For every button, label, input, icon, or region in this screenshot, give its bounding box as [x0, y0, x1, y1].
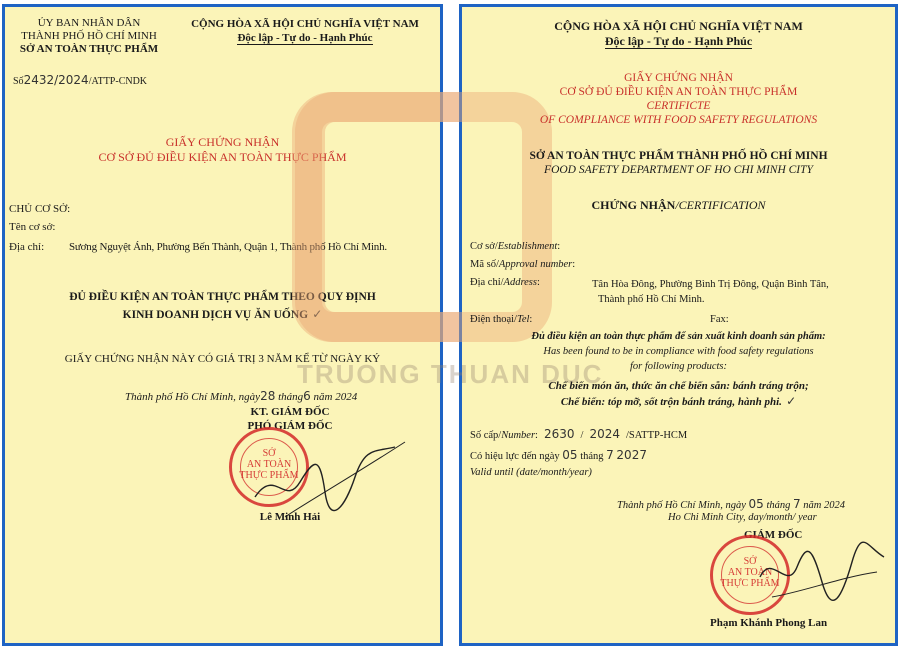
- title-line-1: GIẤY CHỨNG NHẬN: [624, 72, 733, 84]
- number-row: Số cấp/Number: 2630 / 2024 /SATTP-HCM: [470, 427, 688, 441]
- valid-en: Valid until (date/month/year): [470, 467, 592, 478]
- address-value: Sương Nguyệt Ánh, Phường Bến Thành, Quận 1, Thành phố Hồ Chí Minh.: [69, 241, 387, 253]
- republic-header: [165, 17, 445, 45]
- role-line-2: PHÓ GIÁM ĐỐC: [247, 420, 333, 432]
- products-line-1: Chế biến món ăn, thức ăn chế biến sẵn: bánh tráng trộn;: [548, 380, 809, 392]
- department-en: FOOD SAFETY DEPARTMENT OF HO CHI MINH CITY: [544, 164, 813, 176]
- title-en-line-2: OF COMPLIANCE WITH FOOD SAFETY REGULATIONS: [539, 114, 818, 126]
- address-line-2: Thành phố Hồ Chí Minh.: [598, 294, 705, 305]
- stamp-line-2: AN TOÀN: [246, 459, 292, 470]
- title-line-1: GIẤY CHỨNG NHẬN: [165, 135, 280, 149]
- authority-header: [9, 17, 169, 56]
- issue-date-en: Ho Chi Minh City, day/month/ year: [668, 512, 817, 523]
- title-line-2: CƠ SỞ ĐỦ ĐIỀU KIỆN AN TOÀN THỰC PHẨM: [98, 150, 347, 164]
- stamp-line-1: SỞ: [262, 448, 276, 459]
- watermark-frame: [292, 92, 552, 342]
- approval-row: Mã số/Approval number:: [470, 259, 576, 270]
- signer-name: Phạm Khánh Phong Lan: [710, 617, 828, 629]
- signature-role: GIÁM ĐỐC: [744, 529, 803, 541]
- products-block: [462, 379, 895, 410]
- phone-row: Điện thoại/Tel:: [470, 314, 533, 325]
- date-month: 7: [793, 497, 801, 511]
- address-value: [592, 277, 829, 307]
- stamp-line-1: SỞ: [743, 556, 757, 567]
- watermark-text: TRUONG THUAN DUC: [297, 359, 604, 389]
- condition-line-2: KINH DOANH DỊCH VỤ ĂN UỐNG ✓: [122, 307, 323, 321]
- handwritten-number-1: 2630: [543, 427, 575, 441]
- republic-header: [462, 19, 895, 49]
- certificate-title: [462, 71, 895, 127]
- stamp-line-3: THỰC PHẨM: [239, 470, 299, 481]
- republic-title: CỘNG HÒA XÃ HỘI CHỦ NGHĨA VIỆT NAM: [191, 18, 419, 30]
- authority-line-1: ỦY BAN NHÂN DÂN: [37, 17, 141, 29]
- document-number: Số2432/2024/ATTP-CNDK: [13, 73, 148, 87]
- issue-date: Thành phố Hồ Chí Minh, ngày 05 tháng 7 năm 2024: [617, 497, 845, 511]
- fax-label: Fax:: [710, 314, 729, 325]
- stamp-line-2: AN TOÀN: [727, 567, 773, 578]
- signer-name: Lê Minh Hải: [259, 511, 321, 523]
- department: [462, 149, 895, 177]
- address-row: Địa chỉ/Address:: [470, 277, 540, 288]
- owner-label: CHỦ CƠ SỞ:: [9, 203, 71, 215]
- address-label: Địa chỉ:: [9, 241, 45, 253]
- validity-text: GIẤY CHỨNG NHẬN NÀY CÓ GIÁ TRỊ 3 NĂM KỂ TỪ NGÀY KÝ: [64, 353, 381, 365]
- valid-day: 05: [562, 448, 578, 462]
- department-vi: SỞ AN TOÀN THỰC PHẨM THÀNH PHỐ HỒ CHÍ MINH: [529, 150, 828, 162]
- republic-title: CỘNG HÒA XÃ HỘI CHỦ NGHĨA VIỆT NAM: [554, 19, 803, 33]
- address-line-1: Tân Hòa Đông, Phường Bình Trị Đông, Quận Bình Tân,: [592, 279, 829, 290]
- valid-row: Có hiệu lực đến ngày 05 tháng 7 2027: [470, 448, 647, 462]
- title-line-2: CƠ SỞ ĐỦ ĐIỀU KIỆN AN TOÀN THỰC PHẨM: [559, 86, 798, 98]
- handwritten-number: 2432/2024: [23, 73, 89, 87]
- certificate-right: [297, 4, 898, 646]
- compliance-en-2: for following products:: [629, 361, 728, 372]
- motto: Độc lập - Tự do - Hạnh Phúc: [604, 34, 753, 48]
- date-month: 6: [303, 389, 311, 403]
- title-en-line-1: CERTIFICTE: [646, 100, 711, 112]
- date-day: 28: [260, 389, 276, 403]
- valid-month: 7: [606, 448, 614, 462]
- compliance-vi: Đủ điều kiện an toàn thực phẩm để sản xuất kinh doanh sản phẩm:: [531, 331, 826, 342]
- stamp-line-3: THỰC PHẨM: [720, 578, 780, 589]
- authority-line-2: THÀNH PHỐ HỒ CHÍ MINH: [21, 30, 157, 42]
- motto: Độc lập - Tự do - Hạnh Phúc: [237, 32, 373, 44]
- authority-line-3: SỞ AN TOÀN THỰC PHẨM: [19, 43, 159, 55]
- role-line-1: KT. GIÁM ĐỐC: [250, 406, 330, 418]
- handwritten-number-2: 2024: [589, 427, 620, 441]
- issue-date: Thành phố Hồ Chí Minh, ngày28 tháng6 năm 2024: [125, 389, 358, 403]
- establishment-row: Cơ sở/Establishment:: [470, 241, 561, 252]
- compliance-en-1: Has been found to be in compliance with food safety regulations: [543, 346, 814, 357]
- date-day: 05: [748, 497, 764, 511]
- compliance-block: [462, 329, 895, 374]
- certification-heading: CHỨNG NHẬN/CERTIFICATION: [591, 198, 766, 212]
- condition-line-1: ĐỦ ĐIỀU KIỆN AN TOÀN THỰC PHẨM THEO QUY ĐỊNH: [69, 291, 376, 303]
- signature-role: [225, 405, 355, 433]
- name-label: Tên cơ sở:: [9, 221, 56, 233]
- products-line-2: Chế biến: tóp mỡ, sốt trộn bánh tráng, hành phi. ✓: [560, 394, 797, 408]
- signature: [752, 537, 892, 617]
- valid-year: 2027: [616, 448, 647, 462]
